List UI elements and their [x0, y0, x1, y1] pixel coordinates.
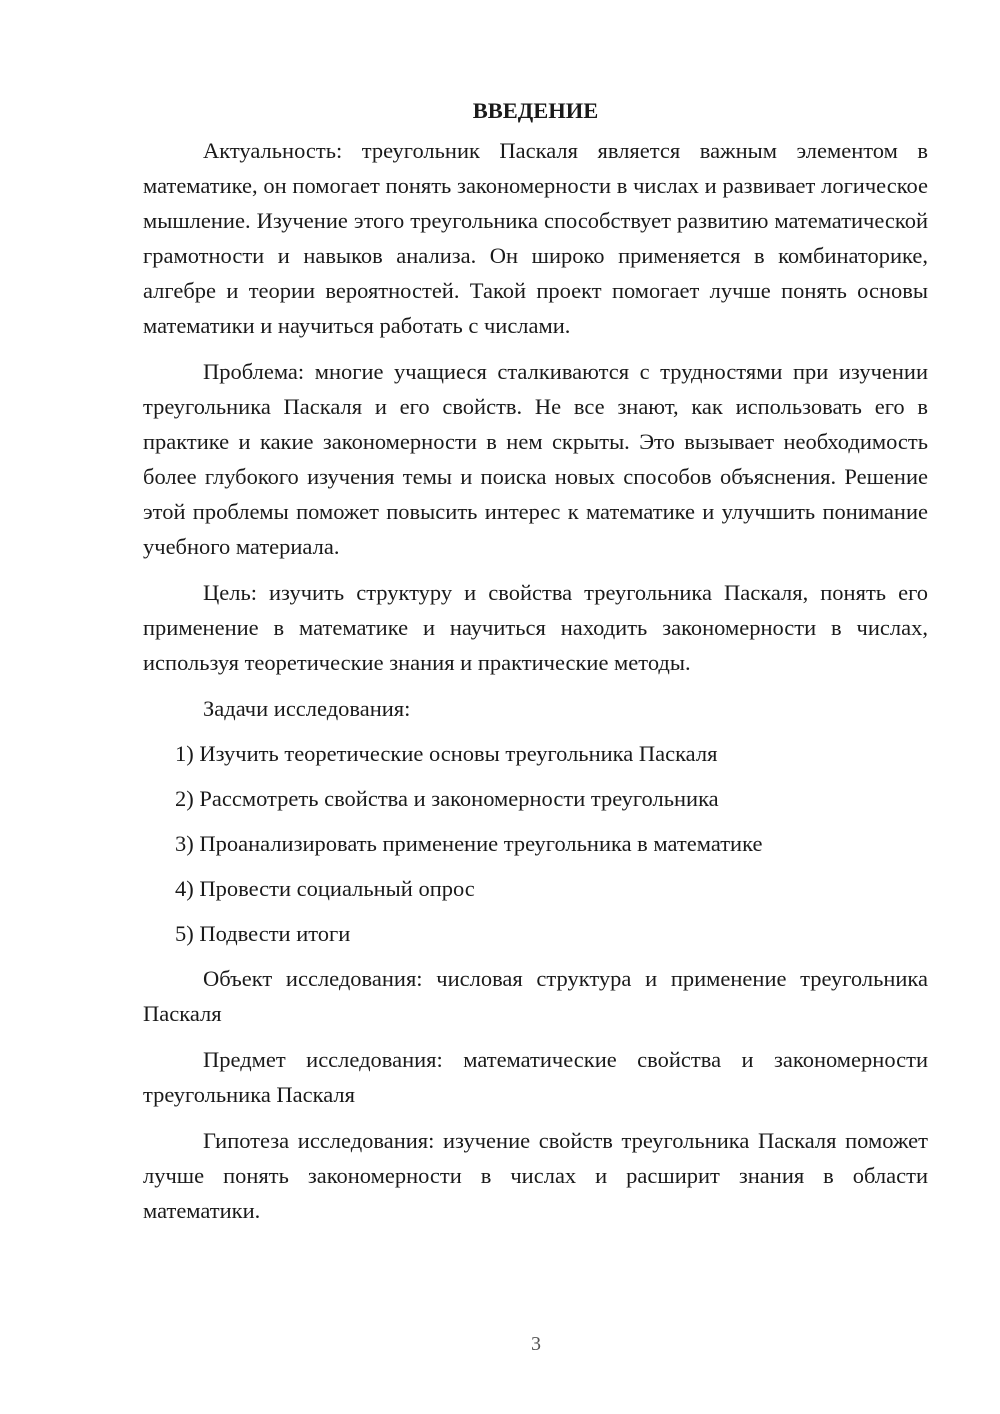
page-number: 3 — [531, 1333, 541, 1355]
paragraph-problem: Проблема: многие учащиеся сталкиваются с трудностями при изучении треугольника Паскаля и его свойств. Не все знают, как использовать его в практике и какие закономерности в нем скрыты. Это вызывает необходимость более глубокого изучения темы и поиска новых способов объяснения. Решение этой проблемы поможет повысить интерес к математике и улучшить понимание учебного материала. — [143, 359, 928, 559]
task-list — [143, 736, 928, 951]
paragraph-object: Объект исследования: числовая структура и применение треугольника Паскаля — [143, 966, 928, 1026]
list-item: 2) Рассмотреть свойства и закономерности треугольника — [175, 786, 719, 811]
list-item: 5) Подвести итоги — [175, 921, 351, 946]
tasks-heading: Задачи исследования: — [203, 696, 411, 721]
paragraph-hypothesis: Гипотеза исследования: изучение свойств треугольника Паскаля поможет лучше понять закономерности в числах и расширит знания в области математики. — [143, 1128, 928, 1223]
list-item: 3) Проанализировать применение треугольника в математике — [175, 831, 763, 856]
paragraph-goal: Цель: изучить структуру и свойства треугольника Паскаля, понять его применение в математике и научиться находить закономерности в числах, используя теоретические знания и практические методы. — [143, 580, 928, 675]
list-item: 4) Провести социальный опрос — [175, 876, 475, 901]
list-item: 1) Изучить теоретические основы треугольника Паскаля — [175, 741, 718, 766]
paragraph-relevance: Актуальность: треугольник Паскаля является важным элементом в математике, он помогает понять закономерности в числах и развивает логическое мышление. Изучение этого треугольника способствует развитию математической грамотности и навыков анализа. Он широко применяется в комбинаторике, алгебре и теории вероятностей. Такой проект помогает лучше понять основы математики и научиться работать с числами. — [143, 138, 928, 338]
document-page — [143, 93, 928, 1239]
paragraph-subject: Предмет исследования: математические свойства и закономерности треугольника Паскаля — [143, 1047, 928, 1107]
section-title: ВВЕДЕНИЕ — [472, 98, 599, 123]
